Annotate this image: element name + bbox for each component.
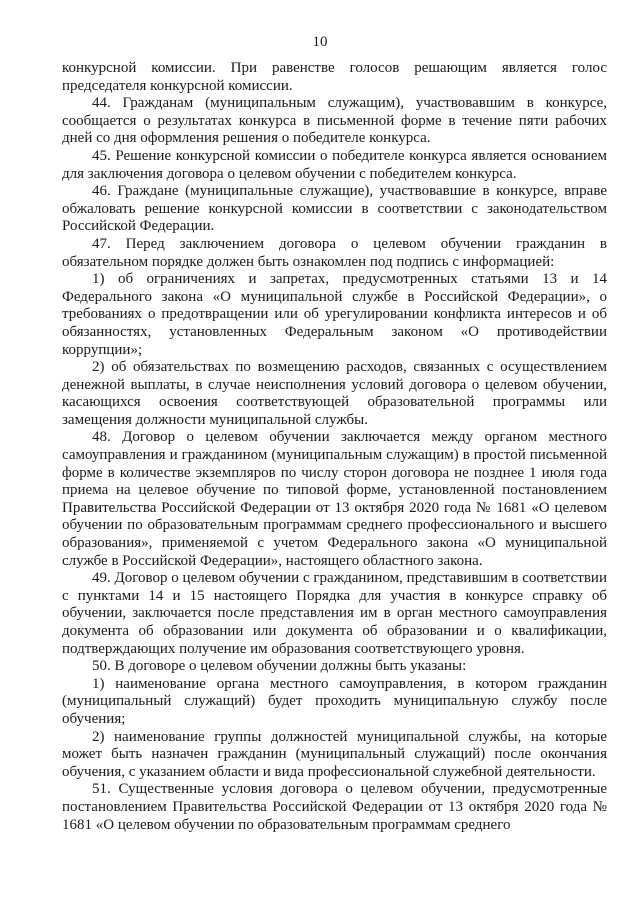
page-number: 10	[312, 34, 328, 50]
paragraph-50-item-2: 2) наименование группы должностей муниципальной службы, на которые может быть назначен гражданин (муниципальный служащий) после окончания обучения, с указанием области и вида профессиональной служебной деятельности.	[62, 728, 607, 780]
paragraph-49: 49. Договор о целевом обучении с гражданином, представившим в соответствии с пунктами 14 и 15 настоящего Порядка для участия в конкурсе справку об обучении, заключается после представления им в орган местного самоуправления документа об образовании или документа об образовании и о квалификации, подтверждающих получение им образования соответствующего уровня.	[62, 570, 607, 657]
paragraph-45: 45. Решение конкурсной комиссии о победителе конкурса является основанием для заключения договора о целевом обучении с победителем конкурса.	[62, 147, 607, 182]
paragraph-continuation: конкурсной комиссии. При равенстве голосов решающим является голос председателя конкурсной комиссии.	[62, 60, 607, 94]
paragraph-44: 44. Гражданам (муниципальным служащим), участвовавшим в конкурсе, сообщается о результатах конкурса в письменной форме в течение пяти рабочих дней со дня оформления решения о победителе конкурса.	[62, 95, 607, 147]
paragraph-51: 51. Существенные условия договора о целевом обучении, предусмотренные постановлением Правительства Российской Федерации от 13 октября 2020 года № 1681 «О целевом обучении по образовательным программам среднего	[62, 781, 607, 833]
paragraph-48: 48. Договор о целевом обучении заключается между органом местного самоуправления и гражданином (муниципальным служащим) в простой письменной форме в количестве экземпляров по числу сторон договора не позднее 1 июля года приема на целевое обучение по типовой форме, установленной постановлением Правительства Российской Федерации от 13 октября 2020 года № 1681 «О целевом обучении по образовательным программам среднего профессионального и высшего образования», применяемой с учетом Федерального закона «О муниципальной службе в Российской Федерации», настоящего областного закона.	[62, 429, 607, 569]
paragraph-47: 47. Перед заключением договора о целевом обучении гражданин в обязательном порядке должен быть ознакомлен под подпись с информацией:	[62, 235, 607, 270]
paragraph-46: 46. Граждане (муниципальные служащие), участвовавшие в конкурсе, вправе обжаловать решение конкурсной комиссии в соответствии с законодательством Российской Федерации.	[62, 183, 607, 235]
paragraph-47-item-2: 2) об обязательствах по возмещению расходов, связанных с осуществлением денежной выплаты, в случае неисполнения условий договора о целевом обучении, касающихся освоения соответствующей образовательной программы или замещения должности муниципальной службы.	[62, 359, 607, 428]
document-body	[62, 60, 607, 834]
paragraph-47-item-1: 1) об ограничениях и запретах, предусмотренных статьями 13 и 14 Федерального закона «О муниципальной службе в Российской Федерации», о требованиях о предотвращении или об урегулировании конфликта интересов и об обязанностях, установленных Федеральным законом «О противодействии коррупции»;	[62, 271, 607, 358]
paragraph-50: 50. В договоре о целевом обучении должны быть указаны:	[92, 658, 467, 675]
paragraph-50-item-1: 1) наименование органа местного самоуправления, в котором гражданин (муниципальный служащий) будет проходить муниципальную службу после обучения;	[62, 675, 607, 727]
